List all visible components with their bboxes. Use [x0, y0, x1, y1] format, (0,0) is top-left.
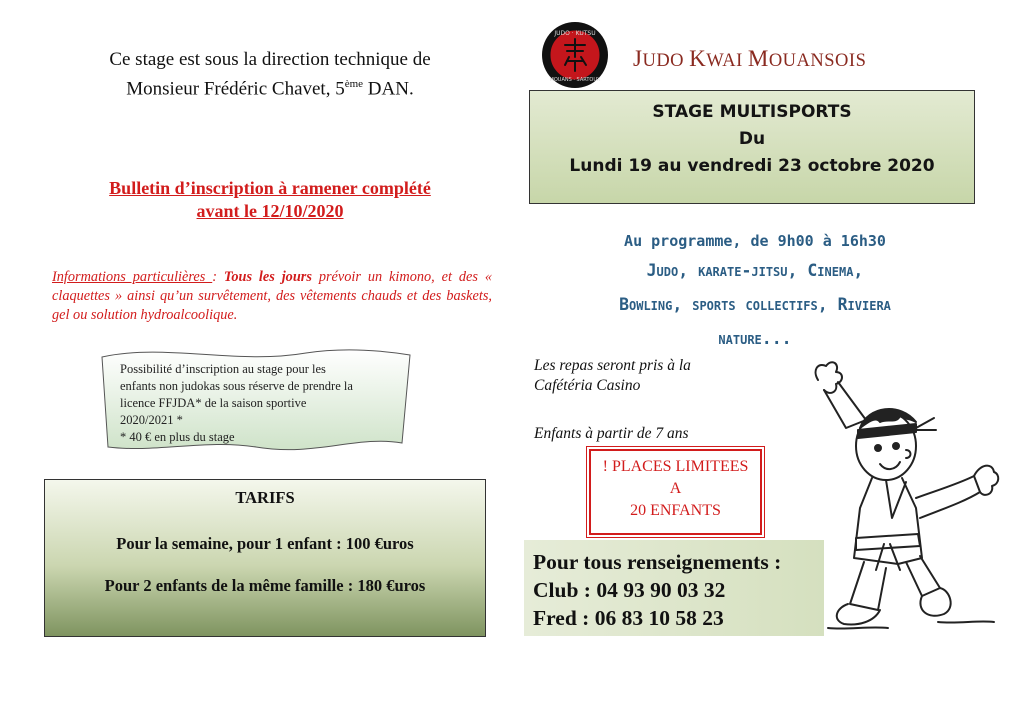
informations-colon: : — [212, 269, 224, 285]
banner-line2: enfants non judokas sous réserve de prendre la — [120, 379, 353, 393]
programme-activities-3: nature... — [718, 329, 792, 348]
club-name-ouansois: OUANSOIS — [768, 51, 867, 71]
club-name-udo: UDO — [642, 51, 690, 71]
programme-hours: Au programme, de 9h00 à 16h30 — [624, 232, 886, 250]
tarifs-title: TARIFS — [235, 488, 295, 507]
direction-line2-sup: ème — [344, 78, 364, 90]
club-name-k: K — [689, 46, 707, 71]
banner-line3: licence FFJDA* de la saison sportive — [120, 396, 307, 410]
club-name — [633, 46, 866, 72]
places-line2: A — [669, 480, 682, 497]
direction-line2-text: Monsieur Frédéric Chavet, 5 — [126, 78, 345, 100]
programme-activities-2: Bowling, sports collectifs, Riviera — [619, 295, 891, 314]
banner-line4: 2020/2021 * — [120, 413, 183, 427]
banner-line5: * 40 € en plus du stage — [120, 430, 235, 444]
direction-line2 — [60, 72, 480, 101]
informations-bold: Tous les jours — [223, 269, 312, 285]
direction-text — [60, 47, 480, 101]
logo-bottom-text: MOUANS · SARTOUX — [549, 77, 601, 83]
club-name-j: J — [633, 46, 643, 71]
informations-text: prévoir un kimono, et des « claquettes » ainsi qu’un survêtement, des vêtements chauds et des baskets, gel ou solution hydroalcoolique. — [52, 269, 492, 323]
club-name-m: M — [747, 46, 769, 71]
bulletin-line2: avant le 12/10/2020 — [196, 201, 344, 221]
club-name-wai: WAI — [706, 51, 748, 71]
programme-activities-1: Judo, karate-jitsu, Cinema, — [646, 261, 864, 280]
direction-line1: Ce stage est sous la direction technique de — [109, 49, 431, 70]
bulletin-heading — [40, 177, 500, 223]
direction-line2-suffix: DAN. — [363, 78, 414, 100]
repas-text — [534, 356, 754, 396]
age-text: Enfants à partir de 7 ans — [534, 425, 689, 442]
places-limitees-box — [589, 449, 762, 535]
programme — [520, 228, 990, 356]
tarifs-box — [44, 479, 486, 637]
contact-club-phone: Club : 04 93 90 03 32 — [533, 578, 726, 602]
contact-box — [524, 540, 824, 636]
repas-line2: Cafétéria Casino — [534, 377, 641, 394]
contact-fred-phone: Fred : 06 83 10 58 23 — [533, 606, 724, 630]
places-line1: ! PLACES LIMITEES — [602, 458, 749, 475]
logo-top-text: JUDO · KUTSU — [554, 30, 596, 37]
banner-line1: Possibilité d’inscription au stage pour les — [120, 362, 326, 376]
judoka-cartoon-icon — [788, 358, 1002, 638]
stage-title: STAGE MULTISPORTS — [652, 102, 852, 122]
stage-box — [529, 90, 975, 204]
judo-club-logo-icon — [541, 21, 609, 89]
stage-du: Du — [738, 129, 766, 149]
places-line3: 20 ENFANTS — [630, 502, 721, 519]
informations-label: Informations particulières — [52, 269, 213, 285]
contact-title: Pour tous renseignements : — [533, 550, 782, 574]
stage-dates: Lundi 19 au vendredi 23 octobre 2020 — [569, 156, 935, 176]
tarif-two-children: Pour 2 enfants de la même famille : 180 €uros — [104, 576, 426, 595]
tarif-one-child: Pour la semaine, pour 1 enfant : 100 €uros — [116, 534, 414, 553]
banner-text — [120, 361, 402, 446]
bulletin-line1: Bulletin d’inscription à ramener complété — [109, 178, 431, 198]
repas-line1: Les repas seront pris à la — [534, 357, 691, 374]
informations-paragraph — [52, 268, 492, 325]
